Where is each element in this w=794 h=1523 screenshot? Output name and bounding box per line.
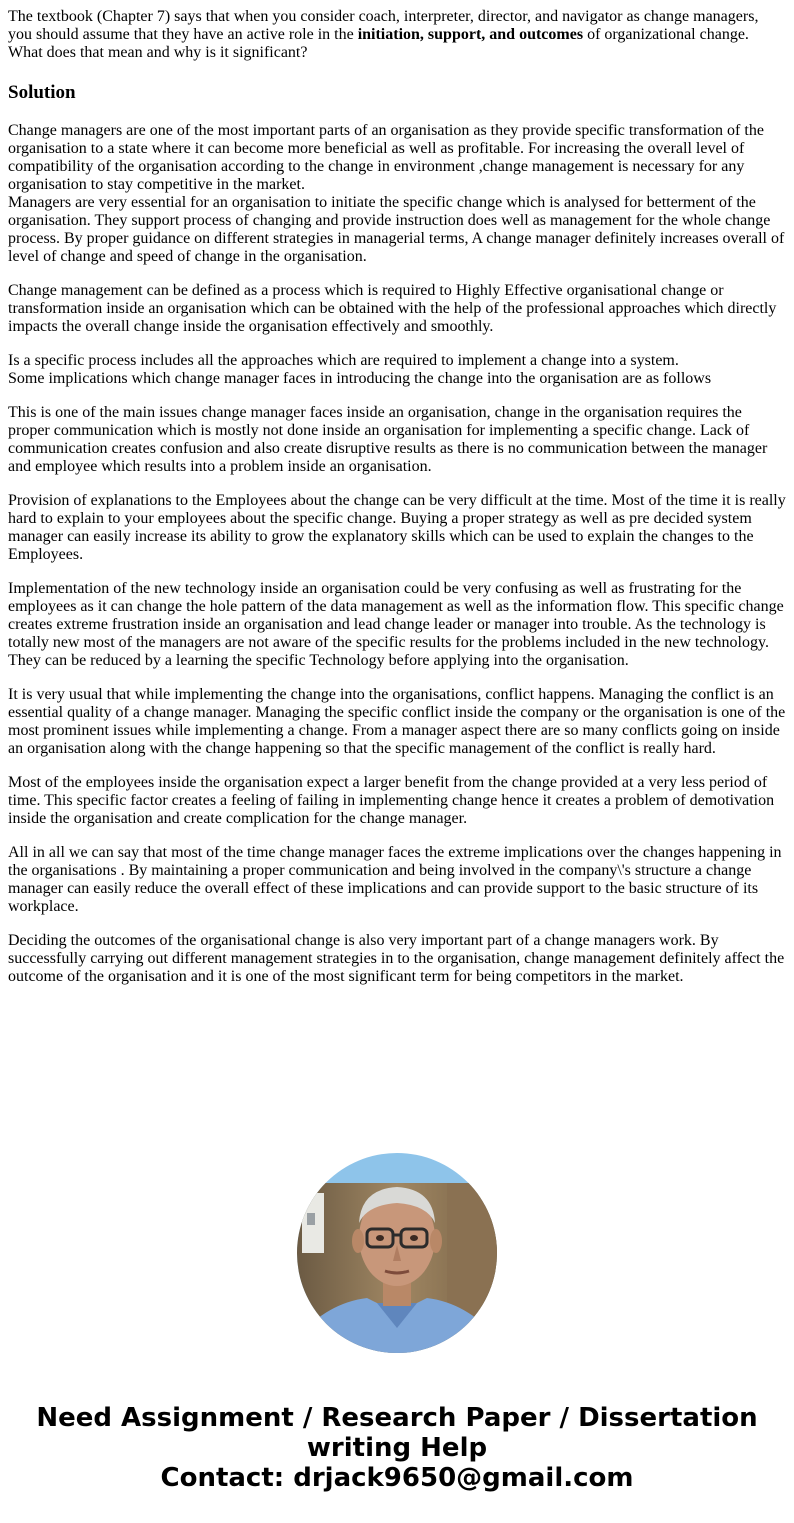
document-body [8, 8, 786, 1002]
promo-footer [0, 1403, 794, 1493]
paragraph-5: Provision of explanations to the Employees about the change can be very difficult at the time. Most of the time it is really hard to explain to your employees about the specific change. Buying a proper strategy as well as pre decided system manager can easily increase its ability to grow the explanatory skills which can be used to explain the changes to the Employees. [8, 492, 786, 563]
footer-line-1: Need Assignment / Research Paper / Dissertation [36, 1403, 758, 1433]
footer-line-2: writing Help [306, 1433, 488, 1463]
paragraph-9: All in all we can say that most of the time change manager faces the extreme implications over the changes happening in the organisations . By maintaining a proper communication and being involved in the company\'s structure a change manager can easily reduce the overall effect of these implications and can provide support to the basic structure of its workplace. [8, 844, 782, 915]
paragraph-3b: Some implications which change manager faces in introducing the change into the organisation are as follows [8, 370, 712, 387]
author-avatar [297, 1153, 497, 1353]
paragraph-7: It is very usual that while implementing the change into the organisations, conflict happens. Managing the conflict is an essential quality of a change manager. Managing the specific conflict inside the company or the organisation is one of the most prominent issues while implementing a change. From a manager aspect there are so many conflicts going on inside an organisation along with the change happening so that the specific management of the conflict is really hard. [8, 686, 786, 757]
question-after: of organizational change. What does that mean and why is it significant? [8, 26, 749, 61]
paragraph-1a: Change managers are one of the most important parts of an organisation as they provide specific transformation of the organisation to a state where it can become more beneficial as well as profitable. For increasing the overall level of compatibility of the organisation according to the change in environment ,change management is necessary for any organisation to stay competitive in the market. [8, 122, 764, 193]
footer-contact: Contact: drjack9650@gmail.com [160, 1463, 634, 1493]
paragraph-8: Most of the employees inside the organisation expect a larger benefit from the change provided at a very less period of time. This specific factor creates a feeling of failing in implementing change hence it creates a problem of demotivation inside the organisation and create complication for the change manager. [8, 774, 775, 827]
paragraph-10: Deciding the outcomes of the organisational change is also very important part of a change managers work. By successfully carrying out different management strategies in to the organisation, change management definitely affect the outcome of the organisation and it is one of the most significant term for being competitors in the market. [8, 932, 785, 985]
solution-heading: Solution [8, 82, 76, 103]
author-portrait [297, 1153, 497, 1353]
paragraph-1 [8, 122, 786, 266]
question-bold: initiation, support, and outcomes [357, 26, 584, 43]
question-text [8, 8, 786, 62]
paragraph-3 [8, 352, 786, 388]
paragraph-3a: Is a specific process includes all the approaches which are required to implement a change into a system. [8, 352, 679, 369]
paragraph-6: Implementation of the new technology inside an organisation could be very confusing as well as frustrating for the employees as it can change the hole pattern of the data management as well as the information flow. This specific change creates extreme frustration inside an organisation and lead change leader or manager into trouble. As the technology is totally new most of the managers are not aware of the specific results for the problems included in the new technology. They can be reduced by a learning the specific Technology before applying into the organisation. [8, 580, 784, 669]
paragraph-1b: Managers are very essential for an organisation to initiate the specific change which is analysed for betterment of the organisation. They support process of changing and provide instruction does well as management for the whole change process. By proper guidance on different strategies in managerial terms, A change manager definitely increases overall of level of change and speed of change in the organisation. [8, 194, 785, 265]
paragraph-2: Change management can be defined as a process which is required to Highly Effective organisational change or transformation inside an organisation which can be obtained with the help of the professional approaches which directly impacts the overall change inside the organisation effectively and smoothly. [8, 282, 777, 335]
paragraph-4: This is one of the main issues change manager faces inside an organisation, change in the organisation requires the proper communication which is mostly not done inside an organisation for implementing a specific change. Lack of communication creates confusion and also create disruptive results as there is no communication between the manager and employee which results into a problem inside an organisation. [8, 404, 768, 475]
question-before: The textbook (Chapter 7) says that when you consider coach, interpreter, director, and navigator as change managers, you should assume that they have an active role in the [8, 8, 759, 43]
